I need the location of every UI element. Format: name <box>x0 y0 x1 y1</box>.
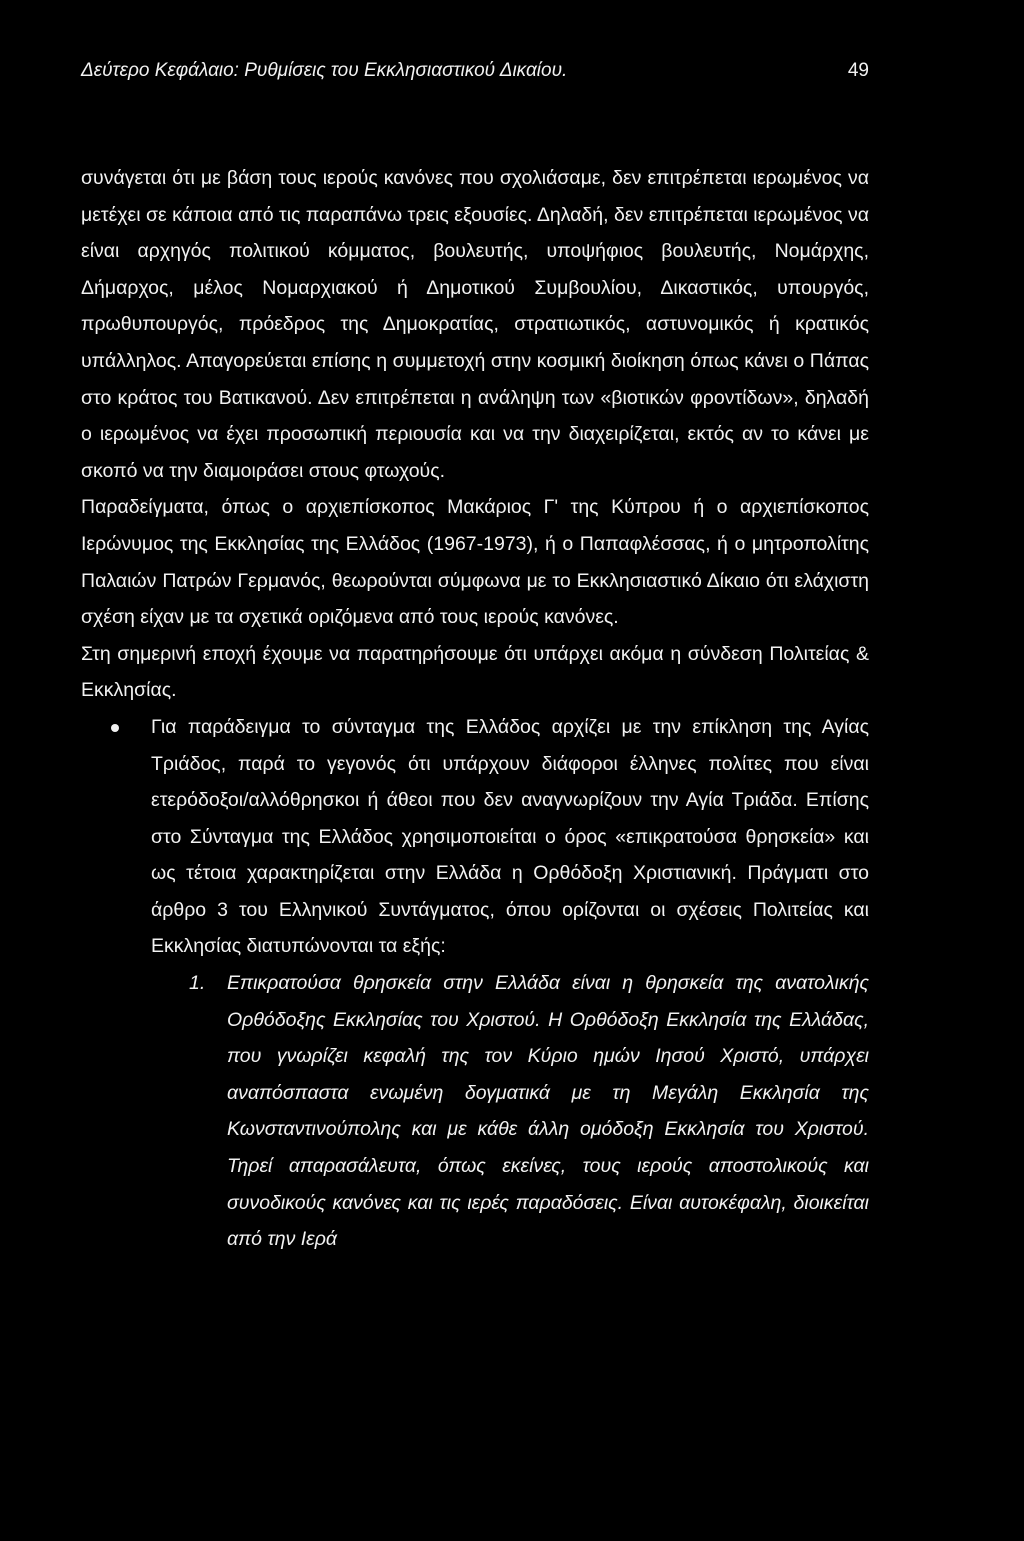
paragraph: συνάγεται ότι με βάση τους ιερούς κανόνες που σχολιάσαμε, δεν επιτρέπεται ιερωμένος να μετέχει σε κάποια από τις παραπάνω τρεις εξουσίες. Δηλαδή, δεν επιτρέπεται ιερωμένος να είναι αρχηγός πολιτικού κόμματος, βουλευτής, υποψήφιος βουλευτής, Νομάρχης, Δήμαρχος, μέλος Νομαρχιακού ή Δημοτικού Συμβουλίου, Δικαστικός, υπουργός, πρωθυπουργός, πρόεδρος της Δημοκρατίας, στρατιωτικός, αστυνομικός ή κρατικός υπάλληλος. Απαγορεύεται επίσης η συμμετοχή στην κοσμική διοίκηση όπως κάνει ο Πάπας στο κράτος του Βατικανού. Δεν επιτρέπεται η ανάληψη των «βιοτικών φροντίδων», δηλαδή ο ιερωμένος να έχει προσωπική περιουσία και να την διαχειρίζεται, εκτός αν το κάνει με σκοπό να την διαμοιράσει στους φτωχούς. <box>81 167 869 482</box>
paragraph: Στη σημερινή εποχή έχουμε να παρατηρήσουμε ότι υπάρχει ακόμα η σύνδεση Πολιτείας & Εκκλησίας. <box>81 642 869 702</box>
bullet-text: Για παράδειγμα το σύνταγμα της Ελλάδος αρχίζει με την επίκληση της Αγίας Τριάδος, παρά το γεγονός ότι υπάρχουν διάφοροι έλληνες πολίτες που είναι ετερόδοξοι/αλλόθρησκοι ή άθεοι που δεν αναγνωρίζουν την Αγία Τριάδα. Επίσης στο Σύνταγμα της Ελλάδος χρησιμοποιείται ο όρος «επικρατούσα θρησκεία» και ως τέτοια χαρακτηρίζεται στην Ελλάδα η Ορθόδοξη Χριστιανική. Πράγματι στο άρθρο 3 του Ελληνικού Συντάγματος, όπου ορίζονται οι σχέσεις Πολιτείας και Εκκλησίας διατυπώνονται τα εξής: <box>151 715 869 958</box>
bullet-list <box>81 709 869 965</box>
numbered-text: Επικρατούσα θρησκεία στην Ελλάδα είναι η θρησκεία της ανατολικής Ορθόδοξης Εκκλησίας του Χριστού. Η Ορθόδοξη Εκκλησία της Ελλάδας, που γνωρίζει κεφαλή της τον Κύριο ημών Ιησού Χριστό, υπάρχει αναπόσπαστα ενωμένη δογματικά με τη Μεγάλη Εκκλησία της Κωνσταντινούπολης και με κάθε άλλη ομόδοξη Εκκλησία του Χριστού. Τηρεί απαρασάλευτα, όπως εκείνες, τους ιερούς αποστολικούς και συνοδικούς κανόνες και τις ιερές παραδόσεις. Είναι αυτοκέφαλη, διοικείται από την Ιερά <box>227 972 869 1251</box>
page-number: 49 <box>847 60 869 81</box>
numbered-marker: 1. <box>189 972 206 995</box>
running-title: Δεύτερο Κεφάλαιο: Ρυθμίσεις του Εκκλησιαστικού Δικαίου. <box>81 60 568 81</box>
numbered-list <box>81 965 869 1258</box>
paragraph: Παραδείγματα, όπως ο αρχιεπίσκοπος Μακάριος Γ' της Κύπρου ή ο αρχιεπίσκοπος Ιερώνυμος της Εκκλησίας της Ελλάδος (1967-1973), ή ο Παπαφλέσσας, ή ο μητροπολίτης Παλαιών Πατρών Γερμανός, θεωρούνται σύμφωνα με το Εκκλησιαστικό Δίκαιο ότι ελάχιστη σχέση είχαν με τα σχετικά οριζόμενα από τους ιερούς κανόνες. <box>81 496 869 629</box>
page-body <box>81 160 869 1258</box>
page-header <box>81 60 869 90</box>
bullet-dot-icon <box>111 724 119 732</box>
numbered-item <box>81 965 869 1258</box>
bullet-item <box>81 709 869 965</box>
